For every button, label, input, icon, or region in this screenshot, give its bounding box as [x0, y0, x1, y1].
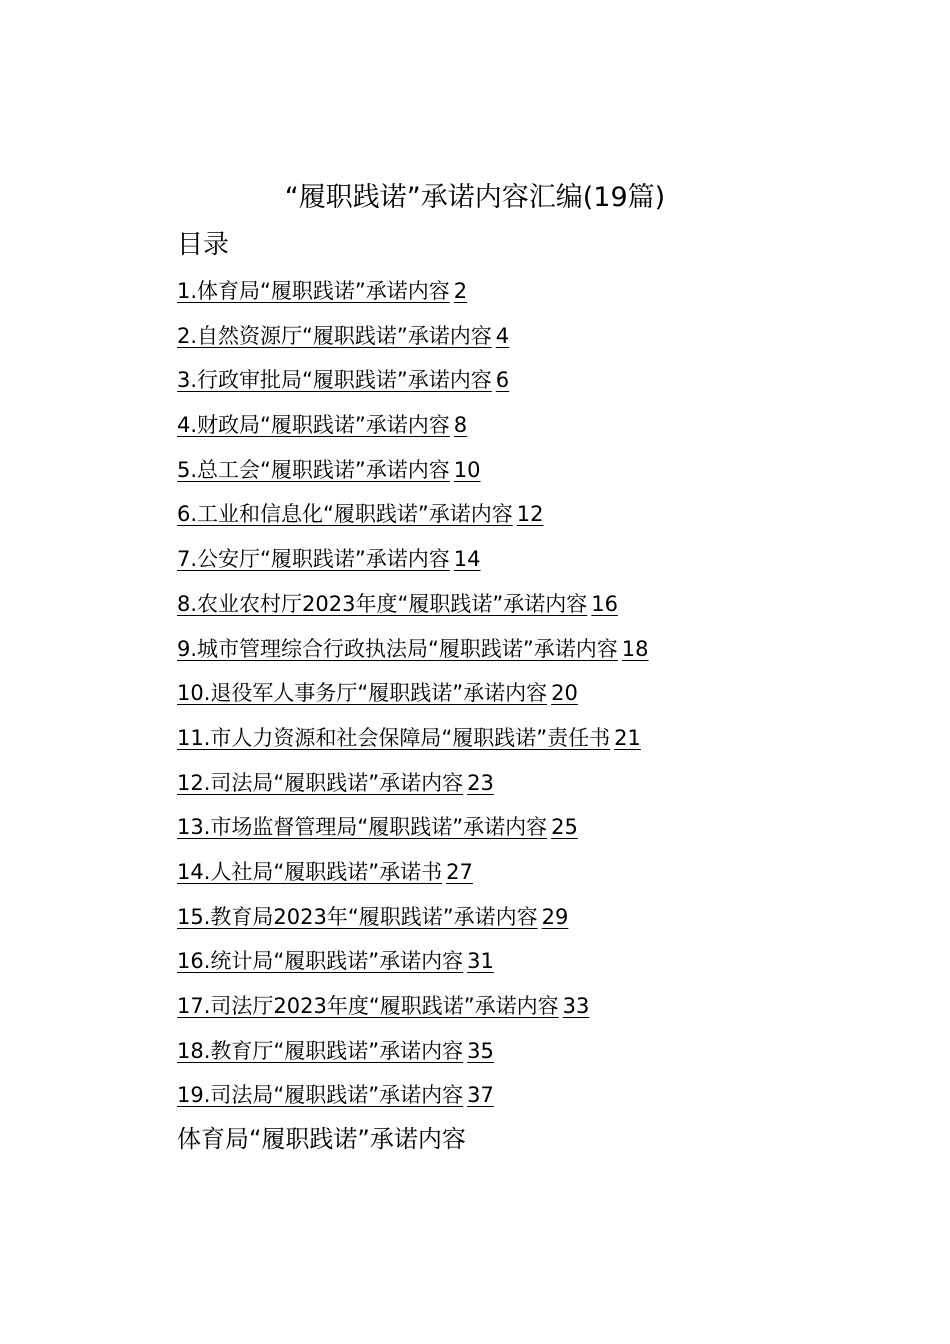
toc-entry-12[interactable] [177, 767, 797, 812]
toc-entry-page-number: 21 [614, 725, 641, 750]
toc-entry-label: 4.财政局“履职践诺”承诺内容 [177, 413, 450, 438]
toc-entry-11[interactable] [177, 722, 797, 767]
toc-entry-8[interactable] [177, 588, 797, 633]
toc-entry-page-number: 2 [453, 279, 468, 303]
toc-entry-label: 17.司法厅2023年度“履职践诺”承诺内容 [177, 994, 559, 1018]
toc-entry-10[interactable] [177, 677, 797, 722]
toc-entry-label: 1.体育局“履职践诺”承诺内容 [177, 279, 450, 303]
toc-entry-9[interactable] [177, 633, 797, 678]
toc-entry-label: 13.市场监督管理局“履职践诺”承诺内容 [177, 815, 548, 840]
toc-entry-label: 11.市人力资源和社会保障局“履职践诺”责任书 [177, 725, 611, 750]
toc-entry-page-number: 37 [467, 1083, 494, 1108]
toc-entry-label: 7.公安厅“履职践诺”承诺内容 [177, 547, 450, 572]
toc-entry-label: 2.自然资源厅“履职践诺”承诺内容 [177, 323, 492, 348]
toc-entry-2[interactable] [177, 320, 797, 365]
toc-entry-label: 19.司法局“履职践诺”承诺内容 [177, 1083, 464, 1108]
table-of-contents [177, 275, 797, 1124]
toc-entry-17[interactable] [177, 990, 797, 1035]
toc-entry-page-number: 31 [467, 949, 494, 974]
toc-entry-page-number: 33 [562, 994, 590, 1018]
toc-entry-page-number: 27 [446, 859, 473, 884]
toc-entry-page-number: 8 [453, 413, 468, 438]
toc-entry-label: 12.司法局“履职践诺”承诺内容 [177, 770, 464, 795]
toc-entry-label: 8.农业农村厅2023年度“履职践诺”承诺内容 [177, 591, 588, 616]
toc-entry-7[interactable] [177, 543, 797, 588]
toc-entry-page-number: 4 [495, 323, 510, 348]
toc-entry-label: 14.人社局“履职践诺”承诺书 [177, 859, 443, 884]
toc-entry-label: 18.教育厅“履职践诺”承诺内容 [177, 1038, 464, 1063]
toc-entry-page-number: 10 [453, 457, 481, 482]
toc-entry-5[interactable] [177, 454, 797, 499]
toc-entry-1[interactable] [177, 275, 797, 320]
toc-entry-14[interactable] [177, 856, 797, 901]
toc-entry-label: 10.退役军人事务厅“履职践诺”承诺内容 [177, 681, 548, 706]
toc-entry-page-number: 14 [453, 547, 481, 572]
toc-entry-19[interactable] [177, 1079, 797, 1124]
toc-entry-page-number: 35 [467, 1038, 494, 1063]
toc-entry-13[interactable] [177, 811, 797, 856]
toc-entry-page-number: 18 [621, 636, 649, 661]
toc-entry-label: 15.教育局2023年“履职践诺”承诺内容 [177, 904, 538, 929]
toc-entry-page-number: 6 [495, 368, 510, 393]
toc-entry-6[interactable] [177, 498, 797, 543]
toc-entry-4[interactable] [177, 409, 797, 454]
toc-entry-page-number: 25 [551, 815, 578, 840]
document-title: “履职践诺”承诺内容汇编(19篇) [284, 182, 666, 213]
toc-heading: 目录 [177, 230, 230, 260]
toc-entry-label: 9.城市管理综合行政执法局“履职践诺”承诺内容 [177, 636, 618, 661]
toc-entry-page-number: 20 [551, 681, 578, 706]
toc-entry-page-number: 12 [516, 502, 544, 527]
toc-entry-3[interactable] [177, 364, 797, 409]
toc-entry-16[interactable] [177, 945, 797, 990]
toc-entry-page-number: 16 [591, 591, 618, 616]
section-heading: 体育局“履职践诺”承诺内容 [177, 1125, 466, 1153]
toc-entry-label: 5.总工会“履职践诺”承诺内容 [177, 457, 450, 482]
toc-entry-page-number: 23 [467, 770, 494, 795]
toc-entry-label: 16.统计局“履职践诺”承诺内容 [177, 949, 464, 974]
toc-entry-18[interactable] [177, 1035, 797, 1080]
toc-entry-label: 3.行政审批局“履职践诺”承诺内容 [177, 368, 492, 393]
toc-entry-label: 6.工业和信息化“履职践诺”承诺内容 [177, 502, 513, 527]
toc-entry-15[interactable] [177, 901, 797, 946]
toc-entry-page-number: 29 [541, 904, 569, 929]
